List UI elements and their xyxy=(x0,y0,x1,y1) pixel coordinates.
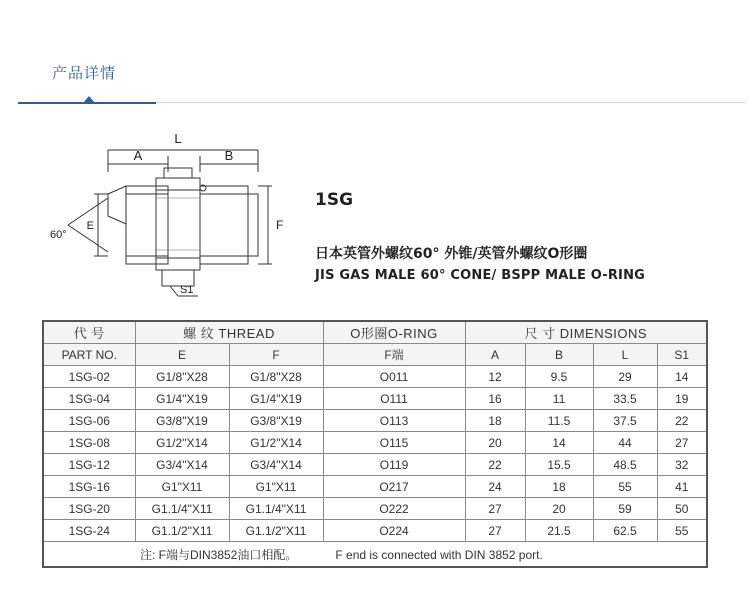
spec-table xyxy=(42,320,708,568)
header-code: 代 号 xyxy=(43,321,135,344)
cell-s1: 55 xyxy=(657,520,707,542)
cell-b: 9.5 xyxy=(525,366,593,388)
cell-part: 1SG-04 xyxy=(43,388,135,410)
cell-a: 24 xyxy=(465,476,525,498)
cell-l: 33.5 xyxy=(593,388,657,410)
cell-e: G1.1/2"X11 xyxy=(135,520,229,542)
cell-part: 1SG-06 xyxy=(43,410,135,432)
header-dimensions: 尺 寸 DIMENSIONS xyxy=(465,321,707,344)
header-oring: O形圈O-RING xyxy=(323,321,465,344)
cell-oring: O224 xyxy=(323,520,465,542)
cell-s1: 27 xyxy=(657,432,707,454)
table-note-row xyxy=(43,542,707,568)
note-en: F end is connected with DIN 3852 port. xyxy=(335,547,543,562)
tab-pointer-icon xyxy=(84,96,94,102)
table-row xyxy=(43,432,707,454)
cell-b: 18 xyxy=(525,476,593,498)
cell-e: G1.1/4"X11 xyxy=(135,498,229,520)
cell-s1: 41 xyxy=(657,476,707,498)
cell-a: 22 xyxy=(465,454,525,476)
table-row xyxy=(43,520,707,542)
cell-l: 62.5 xyxy=(593,520,657,542)
cell-l: 29 xyxy=(593,366,657,388)
header-part-no: PART NO. xyxy=(43,344,135,366)
cell-b: 20 xyxy=(525,498,593,520)
header-thread: 螺 纹 THREAD xyxy=(135,321,323,344)
cell-b: 11 xyxy=(525,388,593,410)
cell-b: 14 xyxy=(525,432,593,454)
cell-part: 1SG-16 xyxy=(43,476,135,498)
cell-oring: O115 xyxy=(323,432,465,454)
cell-oring: O119 xyxy=(323,454,465,476)
cell-part: 1SG-02 xyxy=(43,366,135,388)
cell-a: 20 xyxy=(465,432,525,454)
cell-part: 1SG-20 xyxy=(43,498,135,520)
cell-f: G3/4"X14 xyxy=(229,454,323,476)
cell-l: 55 xyxy=(593,476,657,498)
cell-part: 1SG-08 xyxy=(43,432,135,454)
cell-s1: 14 xyxy=(657,366,707,388)
cell-a: 12 xyxy=(465,366,525,388)
dim-label-a: A xyxy=(133,148,143,163)
table-row xyxy=(43,388,707,410)
cell-e: G1"X11 xyxy=(135,476,229,498)
cell-a: 16 xyxy=(465,388,525,410)
table-row xyxy=(43,366,707,388)
product-description-en: JIS GAS MALE 60° CONE/ BSPP MALE O-RING xyxy=(315,268,646,283)
active-tab-underline xyxy=(18,102,156,104)
cell-b: 15.5 xyxy=(525,454,593,476)
header-l: L xyxy=(593,344,657,366)
dim-label-f: F xyxy=(276,218,284,232)
cell-b: 11.5 xyxy=(525,410,593,432)
header-f: F xyxy=(229,344,323,366)
table-row xyxy=(43,498,707,520)
cell-e: G1/4"X19 xyxy=(135,388,229,410)
cell-f: G1.1/4"X11 xyxy=(229,498,323,520)
cell-e: G1/2"X14 xyxy=(135,432,229,454)
dim-label-s1: S1 xyxy=(180,284,194,296)
section-header xyxy=(0,0,750,110)
cell-f: G1.1/2"X11 xyxy=(229,520,323,542)
cell-f: G1"X11 xyxy=(229,476,323,498)
cell-s1: 32 xyxy=(657,454,707,476)
cell-l: 59 xyxy=(593,498,657,520)
table-note xyxy=(43,542,707,568)
table-row xyxy=(43,410,707,432)
cell-part: 1SG-24 xyxy=(43,520,135,542)
cell-l: 48.5 xyxy=(593,454,657,476)
cell-e: G3/4"X14 xyxy=(135,454,229,476)
cell-oring: O011 xyxy=(323,366,465,388)
cell-s1: 22 xyxy=(657,410,707,432)
header-e: E xyxy=(135,344,229,366)
cell-f: G3/8"X19 xyxy=(229,410,323,432)
cell-oring: O222 xyxy=(323,498,465,520)
cell-l: 37.5 xyxy=(593,410,657,432)
table-subheader-row xyxy=(43,344,707,366)
cell-a: 27 xyxy=(465,498,525,520)
cell-s1: 19 xyxy=(657,388,707,410)
cell-f: G1/8"X28 xyxy=(229,366,323,388)
angle-label: 60° xyxy=(50,229,67,241)
cell-a: 18 xyxy=(465,410,525,432)
dim-label-l: L xyxy=(174,131,182,146)
tab-product-details[interactable]: 产品详情 xyxy=(52,64,117,82)
cell-a: 27 xyxy=(465,520,525,542)
product-description-cn: 日本英管外螺纹60° 外锥/英管外螺纹O形圈 xyxy=(315,246,588,262)
table-header-row xyxy=(43,321,707,344)
cell-b: 21.5 xyxy=(525,520,593,542)
header-f-end: F端 xyxy=(323,344,465,366)
cell-oring: O217 xyxy=(323,476,465,498)
fitting-drawing xyxy=(50,128,286,308)
table-row xyxy=(43,454,707,476)
header-s1: S1 xyxy=(657,344,707,366)
cell-l: 44 xyxy=(593,432,657,454)
cell-s1: 50 xyxy=(657,498,707,520)
dim-label-e: E xyxy=(86,220,94,232)
cell-e: G1/8"X28 xyxy=(135,366,229,388)
cell-f: G1/4"X19 xyxy=(229,388,323,410)
cell-oring: O111 xyxy=(323,388,465,410)
cell-oring: O113 xyxy=(323,410,465,432)
header-a: A xyxy=(465,344,525,366)
product-code: 1SG xyxy=(315,190,354,210)
header-b: B xyxy=(525,344,593,366)
note-cn: 注: F端与DIN3852油口相配。 xyxy=(140,547,298,562)
cell-part: 1SG-12 xyxy=(43,454,135,476)
cell-e: G3/8"X19 xyxy=(135,410,229,432)
table-row xyxy=(43,476,707,498)
cell-f: G1/2"X14 xyxy=(229,432,323,454)
dim-label-b: B xyxy=(224,148,234,163)
